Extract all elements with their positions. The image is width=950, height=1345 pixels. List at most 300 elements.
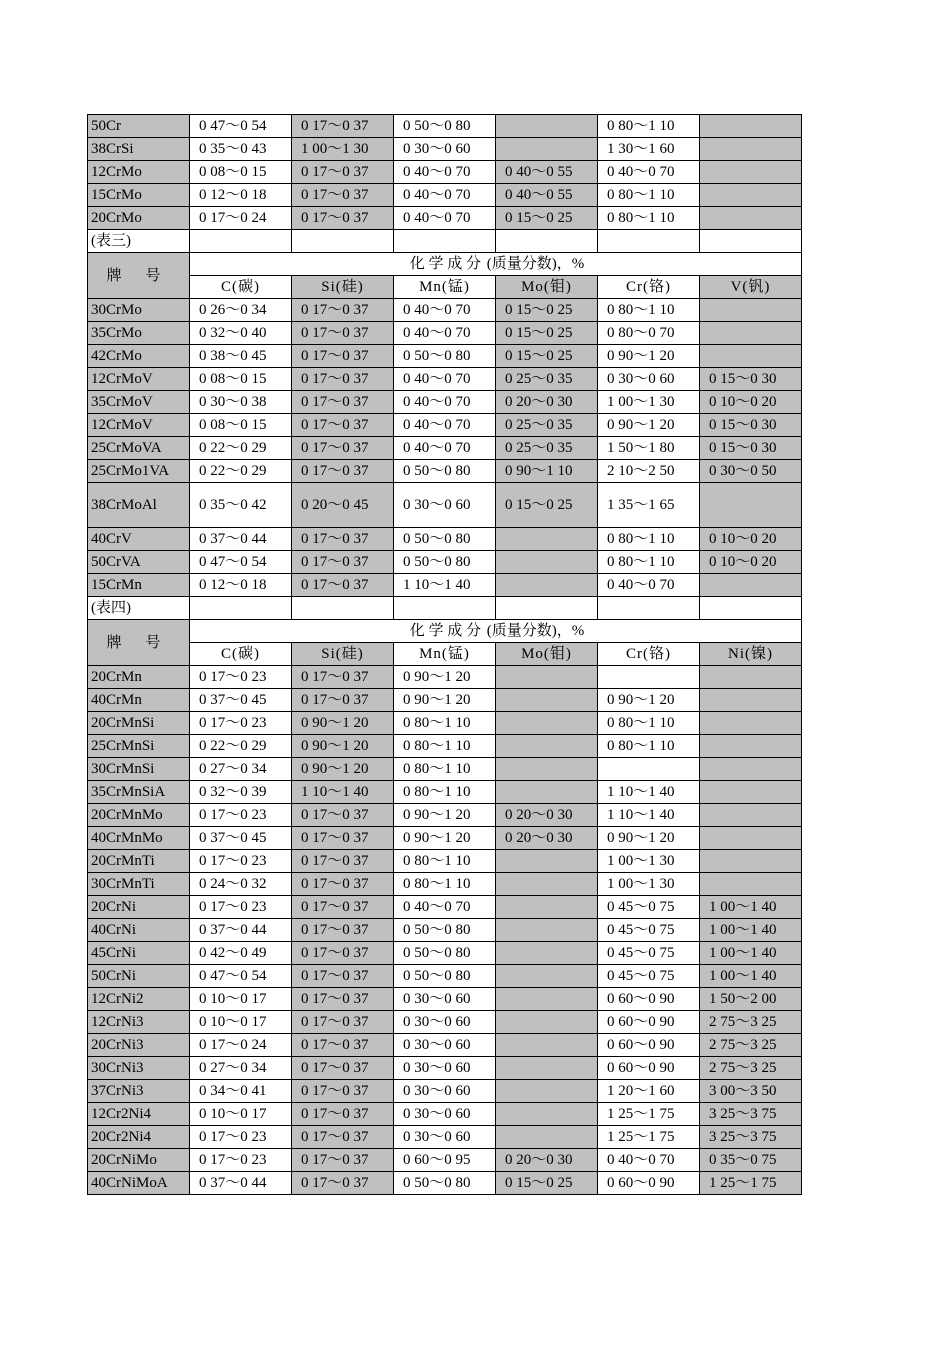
value-cell-c: 0 17～0 24 [190, 1034, 292, 1057]
empty-cell [292, 230, 394, 253]
value-cell-x: 2 75～3 25 [700, 1011, 802, 1034]
value-cell-x [700, 345, 802, 368]
value-cell-si: 0 17～0 37 [292, 528, 394, 551]
value-cell-si: 0 17～0 37 [292, 368, 394, 391]
value-cell-mo [496, 781, 598, 804]
composition-title-text: 化 学 成 分 [409, 256, 481, 272]
value-cell-mo: 0 40～0 55 [496, 161, 598, 184]
value-cell-mo [496, 850, 598, 873]
column-header: Si(硅) [292, 276, 394, 299]
value-cell-mn: 0 40～0 70 [394, 391, 496, 414]
value-cell-mo [496, 988, 598, 1011]
value-cell-c: 0 10～0 17 [190, 1103, 292, 1126]
value-cell-x: 0 15～0 30 [700, 437, 802, 460]
column-header-row [88, 643, 802, 666]
value-cell-cr: 1 10～1 40 [598, 804, 700, 827]
table-row [88, 161, 802, 184]
value-cell-x [700, 873, 802, 896]
grade-cell: 12CrNi2 [88, 988, 190, 1011]
value-cell-cr: 0 45～0 75 [598, 919, 700, 942]
column-header: Mo(钼) [496, 643, 598, 666]
value-cell-cr: 1 50～1 80 [598, 437, 700, 460]
value-cell-x [700, 483, 802, 528]
value-cell-x [700, 712, 802, 735]
value-cell-c: 0 35～0 43 [190, 138, 292, 161]
value-cell-mn: 0 40～0 70 [394, 184, 496, 207]
grade-cell: 12CrMoV [88, 368, 190, 391]
value-cell-cr: 0 60～0 90 [598, 1172, 700, 1195]
value-cell-si: 0 17～0 37 [292, 804, 394, 827]
value-cell-si: 0 90～1 20 [292, 758, 394, 781]
column-header: Mo(钼) [496, 276, 598, 299]
table-row [88, 437, 802, 460]
table-row [88, 391, 802, 414]
value-cell-x [700, 207, 802, 230]
table-row [88, 138, 802, 161]
value-cell-x [700, 138, 802, 161]
value-cell-cr: 1 00～1 30 [598, 391, 700, 414]
grade-cell: 30CrNi3 [88, 1057, 190, 1080]
grade-cell: 20CrNiMo [88, 1149, 190, 1172]
value-cell-mo [496, 735, 598, 758]
value-cell-cr: 0 60～0 90 [598, 1057, 700, 1080]
value-cell-mn: 0 30～0 60 [394, 1126, 496, 1149]
table-row [88, 115, 802, 138]
empty-cell [496, 597, 598, 620]
alloy-steel-composition-table [87, 114, 802, 1195]
value-cell-mo: 0 20～0 30 [496, 827, 598, 850]
empty-cell [190, 597, 292, 620]
column-header: Ni(镍) [700, 643, 802, 666]
value-cell-cr: 0 45～0 75 [598, 942, 700, 965]
value-cell-cr: 1 10～1 40 [598, 781, 700, 804]
column-header: V(钒) [700, 276, 802, 299]
value-cell-mo [496, 1080, 598, 1103]
value-cell-si: 0 17～0 37 [292, 414, 394, 437]
value-cell-c: 0 17～0 24 [190, 207, 292, 230]
value-cell-mo: 0 15～0 25 [496, 322, 598, 345]
table-row [88, 574, 802, 597]
value-cell-mn: 0 30～0 60 [394, 1080, 496, 1103]
value-cell-si: 0 17～0 37 [292, 689, 394, 712]
value-cell-si: 0 90～1 20 [292, 712, 394, 735]
value-cell-mo [496, 551, 598, 574]
value-cell-mn: 0 50～0 80 [394, 965, 496, 988]
value-cell-cr: 0 90～1 20 [598, 414, 700, 437]
value-cell-cr: 0 80～1 10 [598, 299, 700, 322]
grade-cell: 25CrMnSi [88, 735, 190, 758]
value-cell-c: 0 08～0 15 [190, 414, 292, 437]
value-cell-mo: 0 90～1 10 [496, 460, 598, 483]
grade-cell: 25CrMoVA [88, 437, 190, 460]
value-cell-x: 2 75～3 25 [700, 1057, 802, 1080]
value-cell-c: 0 12～0 18 [190, 574, 292, 597]
value-cell-cr: 0 60～0 90 [598, 1034, 700, 1057]
value-cell-x: 3 25～3 75 [700, 1103, 802, 1126]
value-cell-c: 0 38～0 45 [190, 345, 292, 368]
value-cell-mn: 0 40～0 70 [394, 896, 496, 919]
value-cell-si: 1 00～1 30 [292, 138, 394, 161]
value-cell-si: 0 17～0 37 [292, 161, 394, 184]
table-row [88, 528, 802, 551]
value-cell-cr [598, 666, 700, 689]
value-cell-cr: 1 35～1 65 [598, 483, 700, 528]
value-cell-c: 0 17～0 23 [190, 1126, 292, 1149]
value-cell-si: 0 17～0 37 [292, 551, 394, 574]
value-cell-cr: 0 90～1 20 [598, 689, 700, 712]
value-cell-x [700, 666, 802, 689]
table-row [88, 1126, 802, 1149]
value-cell-mo [496, 965, 598, 988]
value-cell-c: 0 37～0 44 [190, 919, 292, 942]
grade-cell: 20CrMnTi [88, 850, 190, 873]
value-cell-cr: 0 40～0 70 [598, 161, 700, 184]
value-cell-si: 0 17～0 37 [292, 873, 394, 896]
value-cell-si: 0 17～0 37 [292, 574, 394, 597]
value-cell-cr [598, 758, 700, 781]
value-cell-mn: 0 40～0 70 [394, 299, 496, 322]
brand-header: 牌 号 [88, 253, 190, 299]
grade-cell: 15CrMo [88, 184, 190, 207]
table-row [88, 873, 802, 896]
value-cell-mn: 0 30～0 60 [394, 1011, 496, 1034]
value-cell-cr: 0 80～1 10 [598, 207, 700, 230]
value-cell-c: 0 35～0 42 [190, 483, 292, 528]
value-cell-mo [496, 138, 598, 161]
grade-cell: 20CrMn [88, 666, 190, 689]
value-cell-mo [496, 574, 598, 597]
value-cell-mo [496, 1103, 598, 1126]
value-cell-mo [496, 1011, 598, 1034]
value-cell-mo [496, 712, 598, 735]
value-cell-si: 0 17～0 37 [292, 184, 394, 207]
value-cell-c: 0 24～0 32 [190, 873, 292, 896]
value-cell-mo [496, 873, 598, 896]
value-cell-cr: 2 10～2 50 [598, 460, 700, 483]
value-cell-x [700, 850, 802, 873]
column-header-row [88, 276, 802, 299]
value-cell-mo [496, 528, 598, 551]
table-row [88, 207, 802, 230]
table-row [88, 942, 802, 965]
value-cell-mn: 0 50～0 80 [394, 345, 496, 368]
value-cell-mn: 0 30～0 60 [394, 483, 496, 528]
value-cell-cr: 1 30～1 60 [598, 138, 700, 161]
value-cell-c: 0 47～0 54 [190, 551, 292, 574]
section-label: (表三) [88, 230, 190, 253]
column-header: Cr(铬) [598, 643, 700, 666]
empty-cell [700, 597, 802, 620]
value-cell-x [700, 758, 802, 781]
grade-cell: 30CrMo [88, 299, 190, 322]
value-cell-mn: 0 80～1 10 [394, 873, 496, 896]
value-cell-mn: 0 40～0 70 [394, 322, 496, 345]
value-cell-cr: 1 20～1 60 [598, 1080, 700, 1103]
value-cell-mn: 0 80～1 10 [394, 781, 496, 804]
value-cell-x: 1 00～1 40 [700, 965, 802, 988]
grade-cell: 37CrNi3 [88, 1080, 190, 1103]
value-cell-x [700, 804, 802, 827]
value-cell-si: 0 17～0 37 [292, 988, 394, 1011]
value-cell-mn: 0 50～0 80 [394, 942, 496, 965]
value-cell-c: 0 17～0 23 [190, 850, 292, 873]
value-cell-si: 0 17～0 37 [292, 919, 394, 942]
value-cell-mo: 0 25～0 35 [496, 368, 598, 391]
grade-cell: 40CrV [88, 528, 190, 551]
grade-cell: 40CrMnMo [88, 827, 190, 850]
value-cell-cr: 0 80～1 10 [598, 115, 700, 138]
value-cell-si: 0 17～0 37 [292, 391, 394, 414]
value-cell-si: 0 17～0 37 [292, 1080, 394, 1103]
value-cell-si: 0 17～0 37 [292, 666, 394, 689]
table-row [88, 1080, 802, 1103]
value-cell-mn: 0 50～0 80 [394, 919, 496, 942]
section-label-row [88, 230, 802, 253]
grade-cell: 40CrMn [88, 689, 190, 712]
value-cell-cr: 0 80～1 10 [598, 184, 700, 207]
table-row [88, 483, 802, 528]
value-cell-mn: 0 80～1 10 [394, 712, 496, 735]
value-cell-cr: 0 40～0 70 [598, 1149, 700, 1172]
value-cell-si: 0 17～0 37 [292, 207, 394, 230]
value-cell-mn: 0 40～0 70 [394, 161, 496, 184]
value-cell-cr: 0 45～0 75 [598, 965, 700, 988]
value-cell-x: 2 75～3 25 [700, 1034, 802, 1057]
value-cell-si: 0 17～0 37 [292, 896, 394, 919]
value-cell-c: 0 22～0 29 [190, 437, 292, 460]
grade-cell: 30CrMnTi [88, 873, 190, 896]
value-cell-mn: 0 40～0 70 [394, 414, 496, 437]
value-cell-si: 0 17～0 37 [292, 299, 394, 322]
value-cell-mn: 0 60～0 95 [394, 1149, 496, 1172]
table-row [88, 689, 802, 712]
value-cell-x [700, 689, 802, 712]
table-row [88, 414, 802, 437]
table-row [88, 322, 802, 345]
value-cell-c: 0 08～0 15 [190, 368, 292, 391]
value-cell-mo [496, 942, 598, 965]
empty-cell [190, 230, 292, 253]
value-cell-x [700, 735, 802, 758]
table-row [88, 781, 802, 804]
value-cell-c: 0 17～0 23 [190, 712, 292, 735]
value-cell-mo [496, 115, 598, 138]
grade-cell: 25CrMo1VA [88, 460, 190, 483]
value-cell-mo [496, 1126, 598, 1149]
value-cell-x: 3 25～3 75 [700, 1126, 802, 1149]
value-cell-mn: 0 40～0 70 [394, 207, 496, 230]
value-cell-c: 0 17～0 23 [190, 1149, 292, 1172]
value-cell-cr: 0 30～0 60 [598, 368, 700, 391]
value-cell-mo: 0 20～0 30 [496, 804, 598, 827]
table-row [88, 1172, 802, 1195]
table-row [88, 666, 802, 689]
value-cell-cr: 0 60～0 90 [598, 988, 700, 1011]
value-cell-cr: 0 80～1 10 [598, 712, 700, 735]
value-cell-cr: 0 80～1 10 [598, 551, 700, 574]
value-cell-cr: 0 60～0 90 [598, 1011, 700, 1034]
value-cell-x: 0 15～0 30 [700, 414, 802, 437]
value-cell-x [700, 115, 802, 138]
value-cell-mn: 0 80～1 10 [394, 758, 496, 781]
grade-cell: 20Cr2Ni4 [88, 1126, 190, 1149]
value-cell-si: 0 20～0 45 [292, 483, 394, 528]
table-row [88, 758, 802, 781]
value-cell-cr: 0 90～1 20 [598, 827, 700, 850]
table-row [88, 1057, 802, 1080]
value-cell-mo [496, 666, 598, 689]
value-cell-si: 0 17～0 37 [292, 115, 394, 138]
empty-cell [292, 597, 394, 620]
composition-title-text: 化 学 成 分 [409, 623, 481, 639]
grade-cell: 35CrMo [88, 322, 190, 345]
value-cell-cr: 0 80～1 10 [598, 735, 700, 758]
value-cell-x: 0 10～0 20 [700, 391, 802, 414]
value-cell-x: 0 10～0 20 [700, 551, 802, 574]
value-cell-mn: 0 50～0 80 [394, 1172, 496, 1195]
value-cell-si: 0 17～0 37 [292, 827, 394, 850]
grade-cell: 12Cr2Ni4 [88, 1103, 190, 1126]
composition-title [190, 253, 802, 276]
value-cell-si: 0 90～1 20 [292, 735, 394, 758]
value-cell-c: 0 27～0 34 [190, 758, 292, 781]
value-cell-si: 0 17～0 37 [292, 1149, 394, 1172]
value-cell-c: 0 32～0 39 [190, 781, 292, 804]
value-cell-mn: 0 30～0 60 [394, 988, 496, 1011]
value-cell-mo: 0 40～0 55 [496, 184, 598, 207]
value-cell-mo: 0 15～0 25 [496, 207, 598, 230]
value-cell-c: 0 10～0 17 [190, 988, 292, 1011]
value-cell-mn: 0 90～1 20 [394, 827, 496, 850]
value-cell-mn: 0 80～1 10 [394, 735, 496, 758]
value-cell-si: 0 17～0 37 [292, 1172, 394, 1195]
value-cell-c: 0 22～0 29 [190, 460, 292, 483]
empty-cell [496, 230, 598, 253]
value-cell-c: 0 37～0 45 [190, 827, 292, 850]
value-cell-c: 0 30～0 38 [190, 391, 292, 414]
value-cell-cr: 0 80～0 70 [598, 322, 700, 345]
value-cell-x: 0 15～0 30 [700, 368, 802, 391]
value-cell-x: 1 00～1 40 [700, 942, 802, 965]
empty-cell [394, 230, 496, 253]
value-cell-x [700, 827, 802, 850]
empty-cell [598, 230, 700, 253]
value-cell-cr: 0 40～0 70 [598, 574, 700, 597]
column-header: Si(硅) [292, 643, 394, 666]
table-row [88, 184, 802, 207]
value-cell-mn: 0 40～0 70 [394, 437, 496, 460]
table-row [88, 368, 802, 391]
value-cell-cr: 0 90～1 20 [598, 345, 700, 368]
value-cell-si: 0 17～0 37 [292, 1034, 394, 1057]
value-cell-c: 0 37～0 44 [190, 1172, 292, 1195]
value-cell-cr: 1 25～1 75 [598, 1103, 700, 1126]
value-cell-c: 0 17～0 23 [190, 896, 292, 919]
value-cell-c: 0 22～0 29 [190, 735, 292, 758]
value-cell-x: 0 35～0 75 [700, 1149, 802, 1172]
grade-cell: 38CrSi [88, 138, 190, 161]
section-label-row [88, 597, 802, 620]
value-cell-c: 0 34～0 41 [190, 1080, 292, 1103]
value-cell-mo: 0 15～0 25 [496, 1172, 598, 1195]
grade-cell: 50CrVA [88, 551, 190, 574]
value-cell-c: 0 08～0 15 [190, 161, 292, 184]
value-cell-mo: 0 15～0 25 [496, 299, 598, 322]
column-header: Mn(锰) [394, 276, 496, 299]
value-cell-mo: 0 15～0 25 [496, 483, 598, 528]
value-cell-mn: 0 80～1 10 [394, 850, 496, 873]
value-cell-mo: 0 15～0 25 [496, 345, 598, 368]
table-row [88, 299, 802, 322]
grade-cell: 30CrMnSi [88, 758, 190, 781]
value-cell-c: 0 37～0 44 [190, 528, 292, 551]
value-cell-mn: 0 40～0 70 [394, 368, 496, 391]
value-cell-mn: 0 90～1 20 [394, 804, 496, 827]
grade-cell: 35CrMnSiA [88, 781, 190, 804]
value-cell-cr: 1 00～1 30 [598, 873, 700, 896]
column-header: Mn(锰) [394, 643, 496, 666]
grade-cell: 20CrMnSi [88, 712, 190, 735]
value-cell-mo: 0 20～0 30 [496, 391, 598, 414]
value-cell-mn: 0 30～0 60 [394, 138, 496, 161]
grade-cell: 35CrMoV [88, 391, 190, 414]
value-cell-mo [496, 919, 598, 942]
value-cell-si: 0 17～0 37 [292, 1126, 394, 1149]
value-cell-x [700, 322, 802, 345]
table-row [88, 712, 802, 735]
value-cell-mo [496, 1034, 598, 1057]
value-cell-mo: 0 20～0 30 [496, 1149, 598, 1172]
grade-cell: 12CrMo [88, 161, 190, 184]
value-cell-c: 0 37～0 45 [190, 689, 292, 712]
grade-cell: 50Cr [88, 115, 190, 138]
value-cell-x: 3 00～3 50 [700, 1080, 802, 1103]
value-cell-si: 0 17～0 37 [292, 437, 394, 460]
grade-cell: 20CrMo [88, 207, 190, 230]
value-cell-c: 0 32～0 40 [190, 322, 292, 345]
grade-cell: 20CrMnMo [88, 804, 190, 827]
value-cell-x [700, 781, 802, 804]
header-title-row [88, 620, 802, 643]
value-cell-mo: 0 25～0 35 [496, 414, 598, 437]
value-cell-mo [496, 689, 598, 712]
value-cell-si: 0 17～0 37 [292, 1103, 394, 1126]
value-cell-c: 0 47～0 54 [190, 115, 292, 138]
table-row [88, 1034, 802, 1057]
column-header: C(碳) [190, 643, 292, 666]
table-row [88, 460, 802, 483]
value-cell-si: 0 17～0 37 [292, 965, 394, 988]
grade-cell: 40CrNi [88, 919, 190, 942]
value-cell-mn: 0 90～1 20 [394, 689, 496, 712]
table-row [88, 735, 802, 758]
table-row [88, 1103, 802, 1126]
value-cell-c: 0 47～0 54 [190, 965, 292, 988]
value-cell-cr: 1 25～1 75 [598, 1126, 700, 1149]
value-cell-mn: 0 30～0 60 [394, 1034, 496, 1057]
table-row [88, 919, 802, 942]
value-cell-mn: 0 30～0 60 [394, 1057, 496, 1080]
value-cell-x [700, 184, 802, 207]
grade-cell: 12CrMoV [88, 414, 190, 437]
column-header: C(碳) [190, 276, 292, 299]
value-cell-x: 1 00～1 40 [700, 919, 802, 942]
grade-cell: 20CrNi3 [88, 1034, 190, 1057]
composition-title-note: (质量分数)，% [486, 623, 585, 639]
table-row [88, 345, 802, 368]
value-cell-mo [496, 1057, 598, 1080]
value-cell-si: 0 17～0 37 [292, 345, 394, 368]
